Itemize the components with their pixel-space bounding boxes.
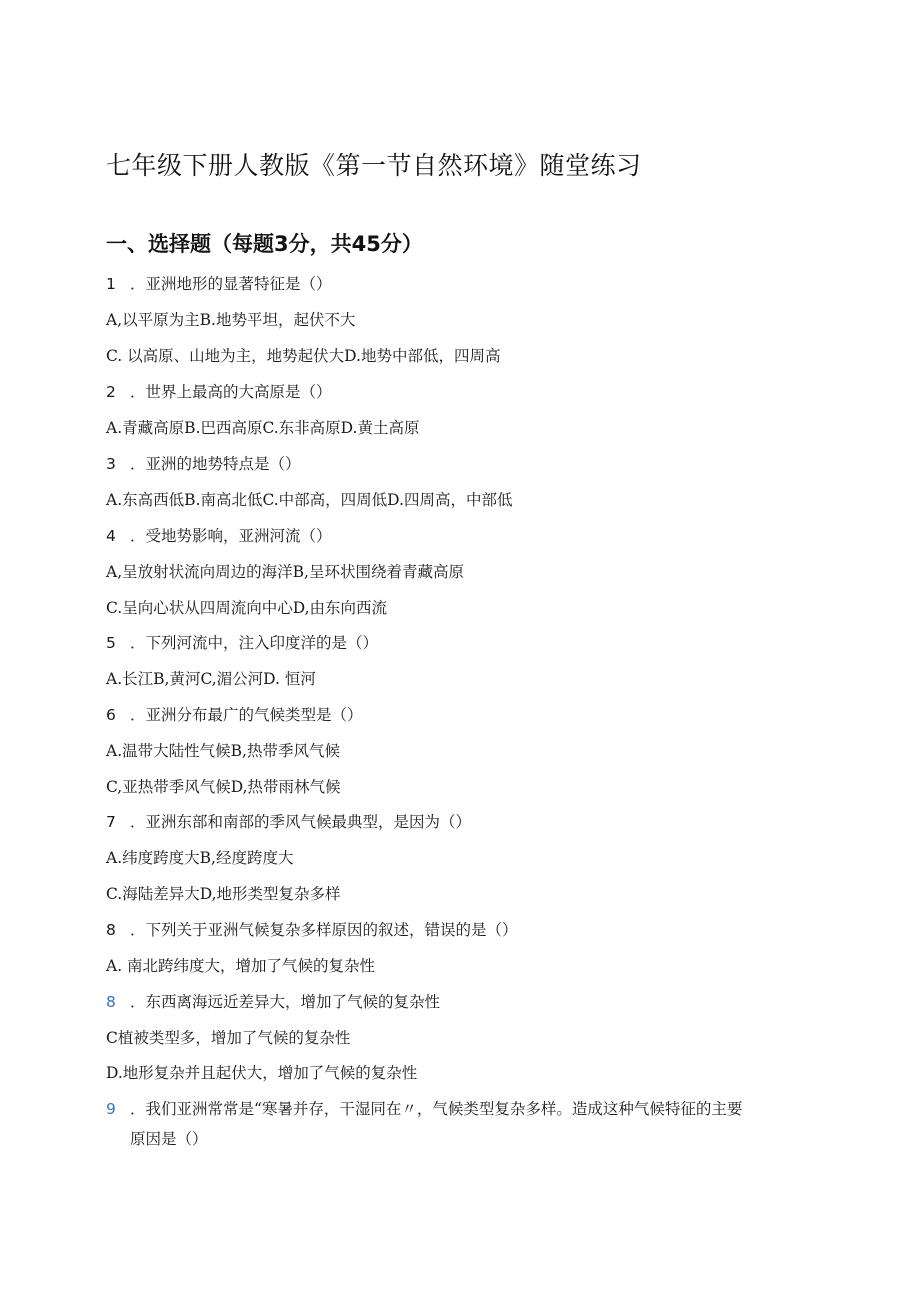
question-9 bbox=[106, 1094, 806, 1154]
question-4 bbox=[106, 526, 332, 546]
option-line: A,呈放射状流向周边的海洋B,呈环状围绕着青藏高原 bbox=[106, 563, 464, 581]
question-number: 7 bbox=[106, 813, 116, 831]
option-line: A.东高西低B.南高北低C.中部高，四周低D.四周高，中部低 bbox=[106, 491, 513, 509]
option-line: C.海陆差异大D,地形类型复杂多样 bbox=[106, 885, 341, 903]
section-heading: 一、选择题（每题3分，共45分） bbox=[106, 232, 423, 256]
option-line: A. 南北跨纬度大，增加了气候的复杂性 bbox=[106, 957, 376, 975]
question-number: 4 bbox=[106, 527, 116, 545]
question-8 bbox=[106, 920, 518, 940]
question-2 bbox=[106, 382, 332, 402]
question-number: 3 bbox=[106, 455, 116, 473]
option-line: C植被类型多，增加了气候的复杂性 bbox=[106, 1029, 351, 1047]
question-text: ．受地势影响，亚洲河流（） bbox=[130, 527, 332, 545]
option-line: A.温带大陆性气候B,热带季风气候 bbox=[106, 742, 340, 760]
question-number: 5 bbox=[106, 634, 116, 652]
list-number: 8 bbox=[106, 993, 116, 1011]
option-line: C.呈向心状从四周流向中心D,由东向西流 bbox=[106, 599, 388, 617]
option-line: C. 以高原、山地为主，地势起伏大D.地势中部低，四周高 bbox=[106, 347, 501, 365]
question-text: ．下列河流中，注入印度洋的是（） bbox=[130, 634, 379, 652]
question-text: ．亚洲的地势特点是（） bbox=[130, 455, 301, 473]
question-number: 6 bbox=[106, 706, 116, 724]
question-text: ．世界上最高的大高原是（） bbox=[130, 383, 332, 401]
question-text: ．亚洲分布最广的气候类型是（） bbox=[130, 706, 363, 724]
document-title: 七年级下册人教版《第一节自然环境》随堂练习 bbox=[106, 151, 642, 180]
question-3 bbox=[106, 454, 301, 474]
question-7 bbox=[106, 812, 471, 832]
option-line: A.长江B,黄河C,湄公河D. 恒河 bbox=[106, 670, 316, 688]
question-text: ．下列关于亚洲气候复杂多样原因的叙述，错误的是（） bbox=[130, 921, 518, 939]
option-line: A.纬度跨度大B,经度跨度大 bbox=[106, 849, 294, 867]
question-text: ．亚洲地形的显著特征是（） bbox=[130, 275, 332, 293]
option-text: ．东西离海远近差异大，增加了气候的复杂性 bbox=[130, 993, 441, 1011]
question-number: 9 bbox=[106, 1100, 116, 1118]
question-number: 2 bbox=[106, 383, 116, 401]
question-text: ．我们亚洲常常是“寒暑并存，干湿同在〃，气候类型复杂多样。造成这种气候特征的主要 bbox=[130, 1100, 743, 1118]
question-number: 1 bbox=[106, 275, 116, 293]
option-line: D.地形复杂并且起伏大，增加了气候的复杂性 bbox=[106, 1064, 418, 1082]
question-5 bbox=[106, 633, 378, 653]
option-line: A.青藏高原B.巴西高原C.东非高原D.黄土高原 bbox=[106, 419, 420, 437]
question-text: ．亚洲东部和南部的季风气候最典型，是因为（） bbox=[130, 813, 472, 831]
question-text-continuation: 原因是（） bbox=[130, 1130, 208, 1148]
option-line-numbered bbox=[106, 992, 440, 1012]
question-6 bbox=[106, 705, 363, 725]
question-number: 8 bbox=[106, 921, 116, 939]
option-line: A,以平原为主B.地势平坦，起伏不大 bbox=[106, 311, 356, 329]
option-line: C,亚热带季风气候D,热带雨林气候 bbox=[106, 778, 341, 796]
question-1 bbox=[106, 274, 332, 294]
